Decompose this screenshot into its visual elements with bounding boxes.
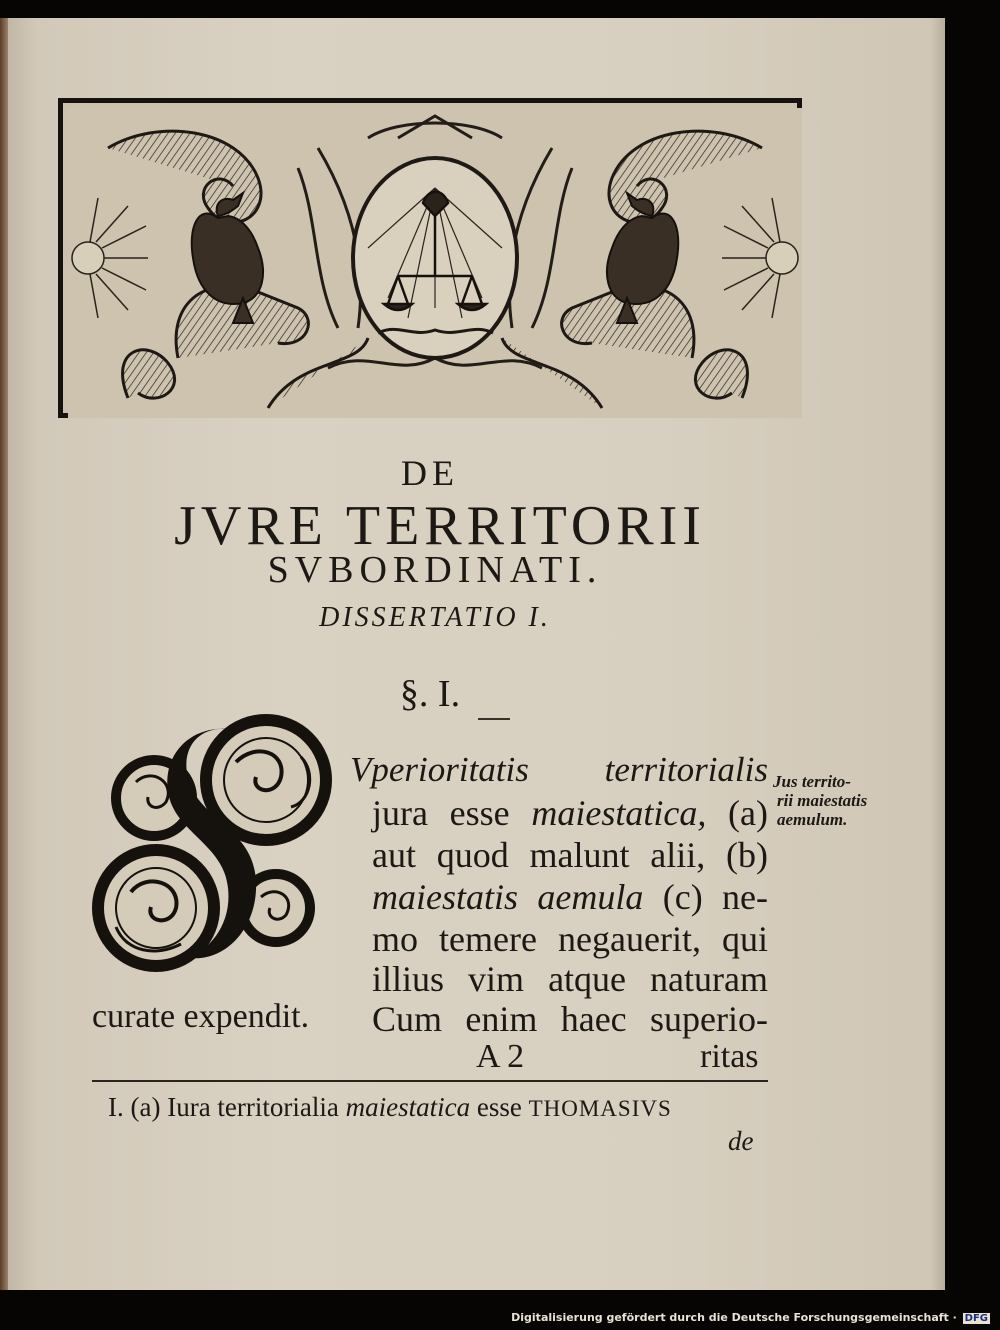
- ornament-illustration: [68, 108, 802, 418]
- body-line-7: Cum enim haec superio-: [372, 999, 768, 1039]
- page-edge: [930, 18, 945, 1290]
- footnote: I. (a) Iura territorialia maiestatica esse THOMASIVS: [108, 1092, 672, 1122]
- body-line-4: maiestatis aemula (c) ne-: [372, 877, 769, 917]
- digitization-credit: Digitalisierung gefördert durch die Deutsche Forschungsgemeinschaft · DFG: [511, 1311, 988, 1324]
- title-line-de: DE: [401, 453, 459, 493]
- marginal-line-2: rii maiestatis: [777, 791, 868, 810]
- marginal-line-3: aemulum.: [777, 810, 848, 829]
- section-rule: [478, 718, 510, 720]
- body-line-2: jura esse maiestatica, (a): [372, 793, 768, 833]
- section-heading: §. I.: [399, 673, 461, 715]
- signature-mark: A 2: [476, 1038, 525, 1075]
- decorated-initial-s: [86, 712, 342, 982]
- footnote-continuation: de: [728, 1126, 754, 1156]
- catchword: ritas: [700, 1038, 759, 1075]
- body-line-5: mo temere negauerit, qui: [372, 919, 768, 959]
- body-line-3: aut quod malunt alii, (b): [372, 835, 768, 875]
- marginal-note: [773, 772, 867, 829]
- title-line-jure-territorii: JVRE TERRITORII: [174, 495, 706, 557]
- title-line-subordinati: SVBORDINATI.: [267, 549, 603, 591]
- body-line-7-left: curate expendit.: [92, 998, 310, 1035]
- dissertation-subtitle: DISSERTATIO I.: [319, 602, 551, 633]
- body-line-6: illius vim atque naturam: [372, 959, 768, 999]
- dfg-logo: DFG: [964, 1313, 988, 1324]
- body-line-1: Vperioritatis territorialis: [350, 750, 768, 789]
- marginal-line-1: Jus territo-: [773, 772, 851, 791]
- binding-edge: [0, 18, 8, 1290]
- initial-letter: S: [86, 712, 87, 713]
- footnote-rule: [92, 1080, 768, 1082]
- woodcut-headpiece: [58, 98, 802, 418]
